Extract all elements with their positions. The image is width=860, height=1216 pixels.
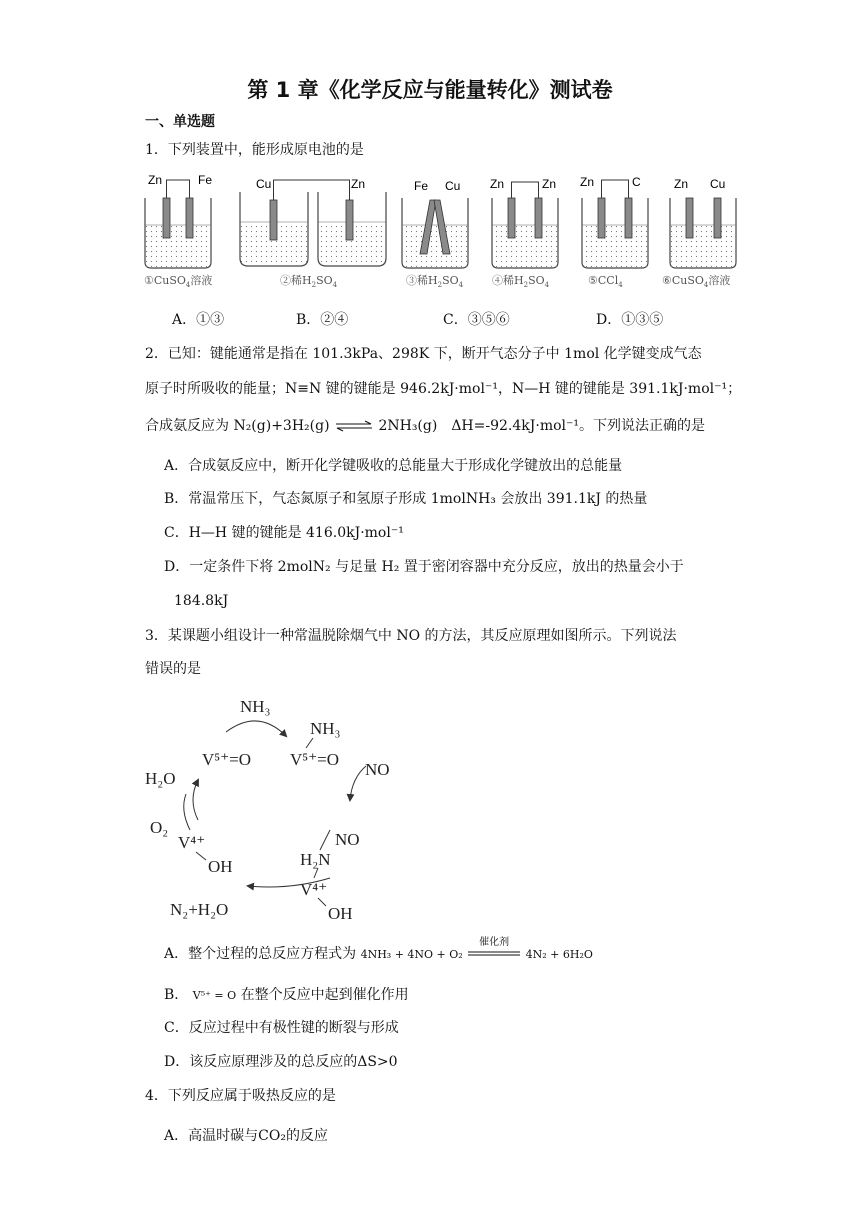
q4-option-a-prefix: A．高温时碳与 bbox=[164, 1128, 259, 1144]
cycle-label-oh-b: OH bbox=[328, 904, 353, 923]
page-title: 第 1 章《化学反应与能量转化》测试卷 bbox=[247, 78, 613, 102]
cell-3-right-label: Cu bbox=[445, 179, 461, 193]
q3-option-a-prefix: A．整个过程的总反应方程式为 bbox=[164, 946, 357, 962]
cell-2-left-label: Cu bbox=[256, 177, 272, 191]
q2-option-d-continued: 184.8kJ bbox=[174, 593, 229, 609]
cell-1-left-label: Zn bbox=[148, 173, 163, 187]
q1-stem: 1．下列装置中，能形成原电池的是 bbox=[145, 142, 364, 158]
cycle-label-v5o-b: V⁵⁺=O bbox=[290, 750, 340, 769]
bond-v-oh-a bbox=[196, 852, 206, 860]
cell-3-left-label: Fe bbox=[414, 179, 429, 193]
q2-reaction-products: 2NH₃(g) ΔH=-92.4kJ·mol⁻¹。下列说法正确的是 bbox=[378, 418, 705, 434]
cell-2-caption: ②稀$H_2SO_4$ bbox=[280, 274, 338, 289]
q2-option-a: A．合成氨反应中，断开化学键吸收的总能量大于形成化学键放出的总能量 bbox=[164, 458, 623, 474]
cell-4 bbox=[490, 177, 558, 289]
q3-option-b bbox=[164, 986, 409, 1005]
cell-4-caption: ④稀$H_2SO_4$ bbox=[492, 274, 550, 289]
q1-option-a: A．①③ bbox=[172, 312, 225, 328]
bond-v-oh-b bbox=[318, 898, 326, 906]
q3-stem-line1: 3．某课题小组设计一种常温脱除烟气中 NO 的方法，其反应原理如图所示。下列说法 bbox=[145, 628, 677, 644]
q3-option-a bbox=[164, 937, 593, 964]
cycle-label-nh3-in: NH₃ bbox=[240, 697, 271, 716]
cycle-label-no-bound: NO bbox=[335, 830, 360, 849]
q3-option-a-reactants: 4NH₃ + 4NO + O₂ bbox=[360, 948, 463, 961]
arrow-o2-in bbox=[184, 794, 190, 830]
cycle-label-o2: O₂ bbox=[150, 818, 169, 837]
cell-4-right-label: Zn bbox=[542, 177, 557, 191]
cycle-label-n2-h2o: N₂+H₂O bbox=[170, 900, 229, 919]
q2-stem-line2: 原子时所吸收的能量；N≡N 键的键能是 946.2kJ·mol⁻¹，N—H 键的键能是 391.1kJ·mol⁻¹； bbox=[145, 381, 742, 397]
cycle-label-nh3-bound: NH₃ bbox=[310, 719, 341, 738]
arrow-no-addition bbox=[350, 766, 366, 800]
cell-1-right-label: Fe bbox=[198, 173, 213, 187]
bond-n-no bbox=[320, 830, 330, 850]
arrow-regeneration bbox=[193, 780, 198, 820]
cell-2 bbox=[240, 177, 386, 289]
bond-n-v bbox=[314, 868, 318, 878]
q3-option-b-text: 在整个反应中起到催化作用 bbox=[240, 987, 409, 1003]
cycle-label-v4-b: V⁴⁺ bbox=[300, 880, 328, 899]
cycle-label-h2o: H₂O bbox=[145, 769, 176, 788]
q2-stem-line1: 2．已知：键能通常是指在 101.3kPa、298K 下，断开气态分子中 1mol 化学键变成气态 bbox=[145, 346, 702, 362]
q1-option-d: D．①③⑤ bbox=[596, 312, 664, 328]
q2-option-b: B．常温常压下，气态氮原子和氢原子形成 1molNH₃ 会放出 391.1kJ 的热量 bbox=[164, 491, 648, 507]
cell-3-caption: ③稀$H_2SO_4$ bbox=[406, 274, 464, 289]
arrow-nh3-adsorption bbox=[226, 721, 286, 736]
cell-6-right-label: Cu bbox=[710, 177, 726, 191]
cycle-label-h2n: H₂N bbox=[300, 850, 331, 869]
q3-stem-line2: 错误的是 bbox=[145, 661, 201, 677]
q1-option-b: B．②④ bbox=[296, 312, 349, 328]
cell-6 bbox=[662, 177, 736, 289]
galvanic-cell-apparatus-figure bbox=[140, 170, 760, 295]
cell-1 bbox=[144, 173, 212, 289]
cycle-label-no-in: NO bbox=[365, 760, 390, 779]
cycle-label-v5o-a: V⁵⁺=O bbox=[202, 750, 252, 769]
q3-option-b-formula: V⁵⁺ = O bbox=[192, 989, 237, 1002]
q2-reaction-reactants: 合成氨反应为 N₂(g)+3H₂(g) bbox=[145, 418, 330, 434]
q2-option-c: C．H—H 键的键能是 416.0kJ·mol⁻¹ bbox=[164, 525, 404, 541]
q4-option-a bbox=[164, 1127, 328, 1145]
cell-6-left-label: Zn bbox=[674, 177, 689, 191]
q3-option-a-arrow bbox=[467, 937, 521, 964]
cell-5-right-label: C bbox=[632, 175, 641, 189]
equilibrium-arrow-icon bbox=[334, 420, 374, 432]
cell-6-caption: ⑥CuSO$_4$溶液 bbox=[662, 274, 731, 289]
cell-1-caption: ①CuSO$_4$溶液 bbox=[144, 274, 213, 289]
bond-v-nh3 bbox=[306, 738, 313, 748]
section-heading: 一、单选题 bbox=[145, 114, 215, 130]
cell-2-right-label: Zn bbox=[351, 177, 366, 191]
q1-option-c: C．③⑤⑥ bbox=[443, 312, 510, 328]
q3-option-c: C．反应过程中有极性键的断裂与形成 bbox=[164, 1020, 399, 1036]
q3-option-d: D．该反应原理涉及的总反应的ΔS>0 bbox=[164, 1054, 398, 1070]
q3-option-a-products: 4N₂ + 6H₂O bbox=[525, 948, 593, 961]
cell-5 bbox=[580, 175, 648, 289]
cell-5-caption: ⑤CCl$_4$ bbox=[588, 274, 623, 289]
q2-option-d: D．一定条件下将 2molN₂ 与足量 H₂ 置于密闭容器中充分反应，放出的热量会小于 bbox=[164, 559, 684, 575]
cell-3 bbox=[402, 179, 468, 289]
q4-option-a-formula: CO₂ bbox=[258, 1128, 286, 1144]
catalyst-label: 催化剂 bbox=[479, 937, 510, 948]
q3-option-b-prefix: B． bbox=[164, 987, 189, 1003]
q2-stem-line3 bbox=[145, 417, 705, 435]
q4-stem: 4．下列反应属于吸热反应的是 bbox=[145, 1088, 336, 1104]
q4-option-a-suffix: 的反应 bbox=[285, 1128, 328, 1144]
no-removal-catalytic-cycle-diagram bbox=[140, 690, 450, 930]
cycle-label-oh-a: OH bbox=[208, 857, 233, 876]
cycle-label-v4-a: V⁴⁺ bbox=[178, 833, 206, 852]
cell-4-left-label: Zn bbox=[490, 177, 505, 191]
cell-5-left-label: Zn bbox=[580, 175, 595, 189]
